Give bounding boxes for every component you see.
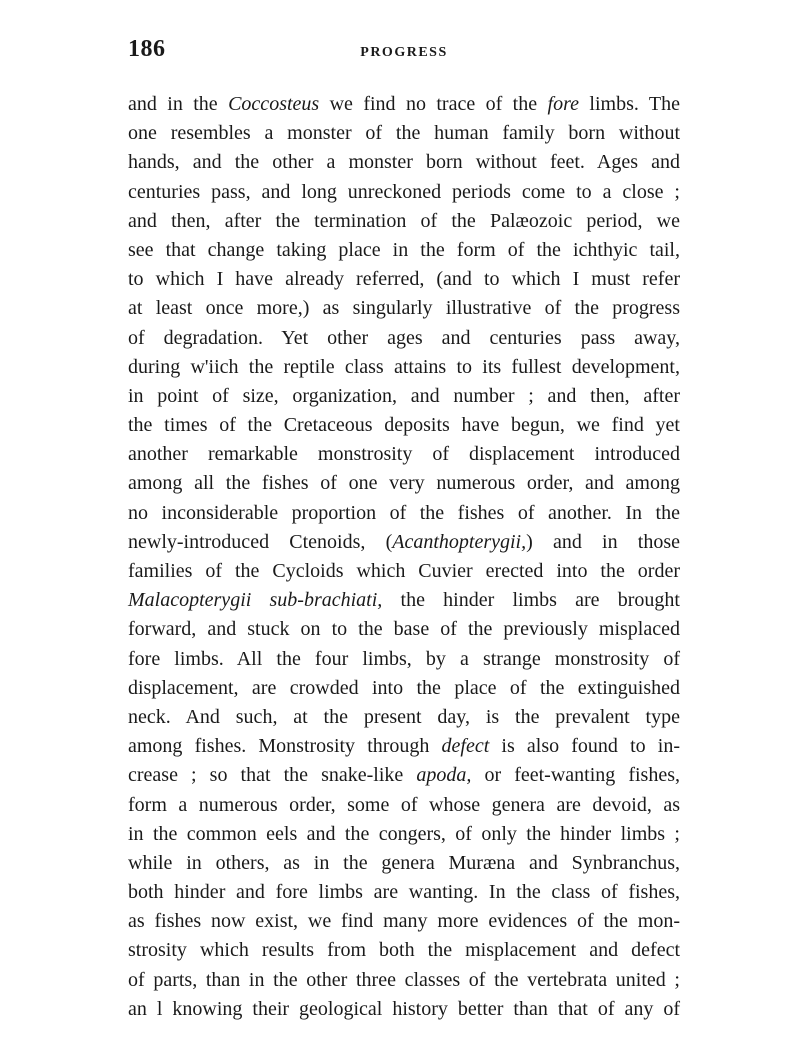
text-line: [128, 645, 680, 674]
text-segment: to which I have already referred, (and to which I must refer: [128, 268, 680, 291]
running-title: PROGRESS: [360, 45, 448, 60]
text-segment: we find no trace of the: [319, 93, 548, 115]
text-line: [128, 382, 680, 411]
text-line: [128, 178, 680, 207]
text-line: [128, 90, 680, 119]
text-segment: as fishes now exist, we find many more evidences of the mon-: [128, 910, 680, 933]
text-segment: one resembles a monster of the human family born without: [128, 122, 680, 145]
text-segment: of degradation. Yet other ages and centuries pass away,: [128, 326, 680, 349]
text-segment: at least once more,) as singularly illustrative of the progress: [128, 297, 680, 320]
text-line: [128, 878, 680, 907]
text-line: [128, 119, 680, 148]
text-line: [128, 469, 680, 498]
page-number: 186: [128, 36, 166, 62]
italic-text: Malacopterygii sub-brachiati,: [128, 589, 383, 612]
italic-text: defect: [441, 735, 490, 758]
text-segment: is also found to in-: [489, 735, 680, 758]
text-line: [128, 294, 680, 323]
text-segment: hands, and the other a monster born without feet. Ages and: [128, 151, 680, 174]
text-line: [128, 207, 680, 236]
text-line: [128, 499, 680, 528]
italic-text: fore: [547, 93, 579, 115]
text-line: [128, 411, 680, 440]
text-line: [128, 674, 680, 703]
text-line: [128, 353, 680, 382]
text-segment: centuries pass, and long unreckoned periods come to a close ;: [128, 180, 680, 203]
text-segment: among fishes. Monstrosity through: [128, 735, 442, 758]
text-line: [128, 586, 680, 615]
page-header: [128, 36, 680, 66]
text-segment: an l knowing their geological history better than that of any of: [128, 997, 680, 1020]
text-segment: in point of size, organization, and number ; and then, after: [128, 384, 680, 407]
text-segment: ) and in those: [526, 530, 680, 553]
text-line: [128, 703, 680, 732]
text-segment: and in the: [128, 93, 229, 115]
text-segment: during w'iich the reptile class attains to its fullest development,: [128, 355, 680, 378]
text-segment: the hinder limbs are brought: [382, 589, 680, 612]
text-line: [128, 820, 680, 849]
text-segment: limbs. The: [579, 93, 680, 115]
text-line: [128, 995, 680, 1024]
italic-text: Acanthopterygii,: [392, 530, 527, 553]
text-segment: form a numerous order, some of whose genera are devoid, as: [128, 793, 680, 816]
text-line: [128, 557, 680, 586]
text-line: [128, 732, 680, 761]
text-line: [128, 761, 680, 790]
text-segment: both hinder and fore limbs are wanting. In the class of fishes,: [128, 881, 680, 904]
text-line: [128, 324, 680, 353]
text-line: [128, 936, 680, 965]
text-line: [128, 966, 680, 995]
text-segment: see that change taking place in the form of the ichthyic tail,: [128, 238, 680, 261]
text-segment: fore limbs. All the four limbs, by a strange monstrosity of: [128, 647, 680, 670]
text-line: [128, 148, 680, 177]
text-segment: neck. And such, at the present day, is the prevalent type: [128, 705, 680, 728]
text-segment: another remarkable monstrosity of displacement introduced: [128, 443, 680, 466]
text-line: [128, 907, 680, 936]
text-segment: strosity which results from both the misplacement and defect: [128, 939, 680, 962]
text-segment: in the common eels and the congers, of only the hinder limbs ;: [128, 822, 680, 845]
text-line: [128, 528, 680, 557]
italic-text: apoda,: [416, 764, 472, 787]
italic-text: Coccosteus: [228, 93, 320, 115]
text-segment: displacement, are crowded into the place of the extinguished: [128, 676, 680, 699]
text-line: [128, 265, 680, 294]
text-line: [128, 236, 680, 265]
text-line: [128, 791, 680, 820]
text-segment: crease ; so that the snake-like: [128, 764, 417, 787]
text-segment: and then, after the termination of the Palæozoic period, we: [128, 209, 680, 232]
text-segment: newly-introduced Ctenoids, (: [128, 530, 393, 553]
text-segment: among all the fishes of one very numerous order, and among: [128, 472, 680, 495]
text-segment: the times of the Cretaceous deposits have begun, we find yet: [128, 414, 680, 437]
body-text: [128, 90, 680, 1024]
text-segment: of parts, than in the other three classes of the vertebrata united ;: [128, 968, 680, 991]
text-line: [128, 440, 680, 469]
text-segment: families of the Cycloids which Cuvier erected into the order: [128, 560, 680, 582]
text-segment: while in others, as in the genera Muræna and Synbranchus,: [128, 851, 680, 874]
text-segment: or feet-wanting fishes,: [471, 764, 680, 787]
text-line: [128, 849, 680, 878]
text-segment: no inconsiderable proportion of the fishes of another. In the: [128, 501, 680, 524]
text-line: [128, 615, 680, 644]
text-segment: forward, and stuck on to the base of the previously misplaced: [128, 618, 680, 641]
